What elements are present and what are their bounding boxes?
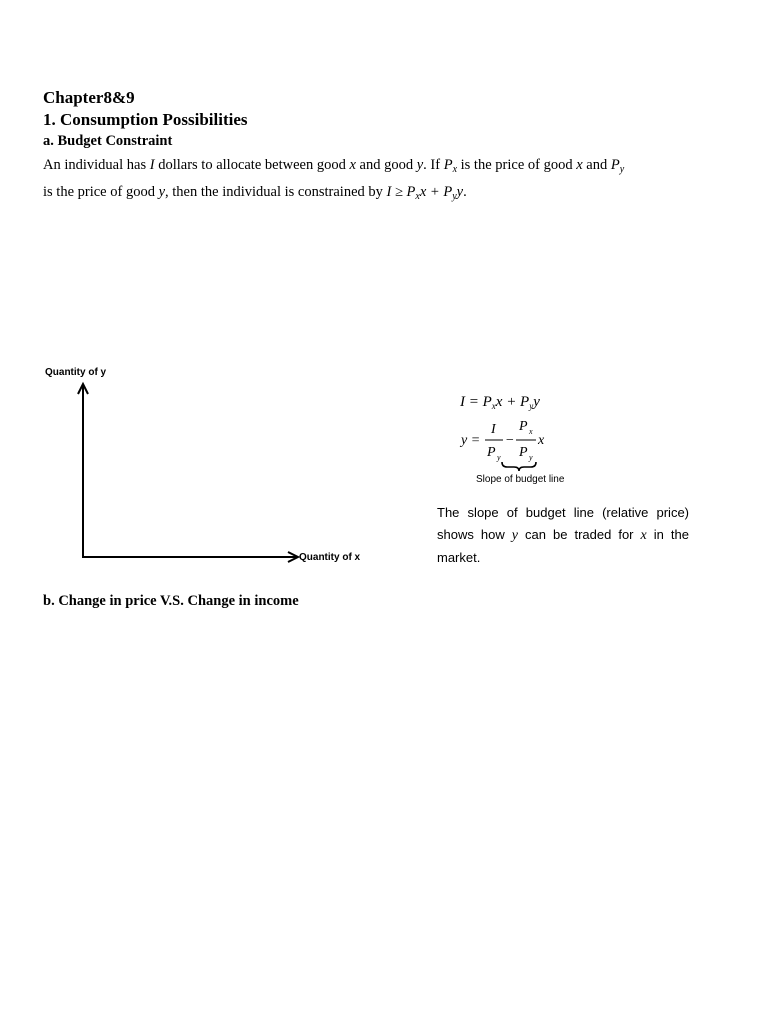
chapter-title: Chapter8&9 [43, 88, 135, 107]
eq2-denominator-2: P [519, 445, 528, 460]
budget-axes [70, 378, 310, 568]
slope-label: Slope of budget line [476, 474, 565, 485]
eq2-numerator-1: I [491, 422, 496, 437]
var-y: y [511, 528, 518, 543]
var-price-y: P [610, 157, 620, 173]
constraint-part: x + P [419, 184, 453, 200]
var-x: x [576, 157, 583, 173]
subsection-title-b: b. Change in price V.S. Change in income [43, 593, 299, 609]
text-run: , then the individual is constrained by [165, 184, 387, 200]
eq2-minus: − [505, 433, 515, 448]
eq2-lhs: y = [461, 433, 481, 448]
text-run: The slope of budget line (relative price) shows how [437, 505, 689, 542]
subsection-title-a: a. Budget Constraint [43, 133, 173, 149]
section-title: 1. Consumption Possibilities [43, 110, 248, 129]
eq2-denominator-1: P [487, 445, 496, 460]
text-run: and [582, 157, 611, 173]
text-run: is the price of good [457, 157, 577, 173]
var-income: I [149, 157, 155, 173]
slope-explanation [437, 502, 689, 569]
constraint-part: I ≥ P [386, 184, 416, 200]
constraint-part: y [456, 184, 464, 200]
solved-equation [455, 416, 555, 472]
budget-paragraph [43, 154, 718, 208]
eq-part: x + P [495, 394, 530, 410]
eq-part: I = P [460, 394, 492, 410]
subscript-y: y [452, 191, 457, 202]
eq-part: y [533, 394, 540, 410]
subscript-y: y [619, 164, 625, 175]
text-run: and good [355, 157, 417, 173]
eq-subscript: x [491, 401, 496, 411]
subscript-x: x [415, 191, 420, 202]
subscript-x: x [452, 164, 458, 175]
var-price-x: P [443, 157, 453, 173]
var-x: x [640, 528, 647, 543]
text-run: dollars to allocate between good [154, 157, 350, 173]
var-y: y [158, 184, 166, 200]
eq2-denominator-2-sub: y [529, 453, 533, 462]
eq2-x: x [538, 433, 545, 448]
var-y: y [416, 157, 424, 173]
eq-subscript: y [529, 401, 534, 411]
text-run: can be traded for [517, 527, 641, 542]
text-run: . [463, 184, 467, 200]
eq2-numerator-2: P [519, 419, 528, 434]
underbrace [502, 462, 536, 471]
text-run: in the market. [437, 527, 690, 565]
budget-equation [460, 394, 540, 411]
var-x: x [349, 157, 356, 173]
text-run: is the price of good [43, 184, 159, 200]
text-run: An individual has [43, 157, 150, 173]
y-axis-label: Quantity of y [45, 367, 107, 378]
x-axis-label: Quantity of x [299, 552, 361, 563]
eq2-numerator-2-sub: x [529, 427, 533, 436]
text-run: . If [423, 157, 444, 173]
eq2-denominator-1-sub: y [497, 453, 501, 462]
